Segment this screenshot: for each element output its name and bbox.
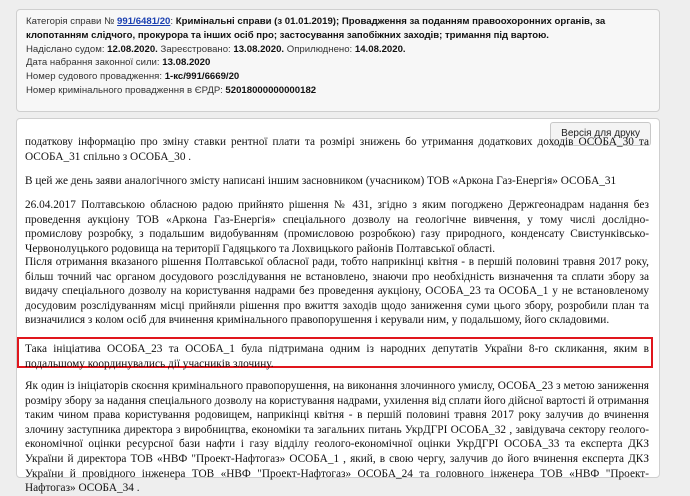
proceeding-number-row: Номер судового провадження: 1-кс/991/6669/20 bbox=[26, 71, 240, 83]
sent-date: 12.08.2020. bbox=[107, 43, 158, 55]
highlighted-paragraph: Така ініціатива ОСОБА_23 та ОСОБА_1 була підтримана одним із народних депутатів України 8-го скликання, яким в подальшому координувались дії учасників злочину. bbox=[25, 343, 649, 370]
paragraph-cut: податкову інформацію про зміну ставки рентної плати та розмірі знижень бо утримання додаткових доходів ОСОБА_30 та ОСОБА_31 спільно з ОСОБА_30 . bbox=[25, 136, 649, 163]
category-value: Кримінальні справи (з 01.01.2019); Провадження за поданням правоохоронних органів, за клопотанням слідчого, прокурора та інших осіб про; застосування запобіжних заходів; тримання під вартою. bbox=[26, 16, 606, 41]
case-metadata-panel bbox=[16, 9, 660, 112]
paragraph: Після отримання вказаного рішення Полтавської обласної ради, тобто наприкінці квітня - в першій половині травня 2017 року, більш точний час органом досудового розслідування не встановлено, знаючи про необхідність визначення та сплати збору за видачу спеціального дозволу на користування надрами без проведення аукціону, ОСОБА_23 та ОСОБА_1 у не встановленому досудовим розслідуванням місці прийняли рішення про вжиття заходів щодо заниження суми цього збору, розробили план та визначилися з колом осіб для вчинення кримінального правопорушення і керували ним, у подальшому, його складовими. bbox=[25, 256, 649, 327]
paragraph: 26.04.2017 Полтавською обласною радою прийнято рішення № 431, згідно з яким погоджено Держгеонадрам надання без проведення аукціону ТОВ «Аркона Газ-Енергія» спеціального дозволу на геологічне вивчення, у тому числі дослідно-промислову розробку, з подальшим видобуванням (промисловою розробкою) газу природного, конденсату Свистунківсько-Червонолуцького родовища на території Гадяцького та Лохвицького районів Полтавської області. bbox=[25, 199, 649, 255]
proceeding-number: 1-кс/991/6669/20 bbox=[164, 71, 240, 83]
erdr-number: 52018000000000182 bbox=[225, 84, 317, 96]
paragraph: В цей же день заяви аналогічного змісту написані іншим засновником (учасником) ТОВ «Аркона Газ-Енергія» ОСОБА_31 bbox=[25, 175, 617, 187]
category-label: Категорія справи № bbox=[26, 16, 115, 27]
effective-date: 13.08.2020 bbox=[162, 57, 211, 69]
dates-row: Надіслано судом: 12.08.2020. Зареєстровано: 13.08.2020. Оприлюднено: 14.08.2020. bbox=[26, 43, 406, 55]
paragraph: Як один із ініціаторів скоєння кримінального правопорушення, на виконання злочинного умислу, ОСОБА_23 з метою заниження розміру збору за надання спеціального дозволу на користування надрами, ухилення від сплати його дійсної вартості й отримання таким чином права користування родовищем, наприкінці квітня - в першій половині травня 2017 року залучив до вчинення злочину заступника директора з виробництва, економіки та загальних питань УкрДГРІ ОСОБА_32 , завідувача сектору геолого-економічної оцінки ресурсної бази нафти і газу відділу геолого-економічної оцінки УкрДГРІ ОСОБА_33 та експерта ДКЗ України й директора ТОВ «НВФ "Проект-Нафтогаз» ОСОБА_1 , який, в свою чергу, залучив до його вчинення експерта ДКЗ України й провідного інженера ТОВ «НВФ "Проект-Нафтогаз» ОСОБА_24 та головного інженера ТОВ «НВФ "Проект-Нафтогаз» ОСОБА_34 . bbox=[25, 380, 649, 495]
case-number-link[interactable]: 991/6481/20 bbox=[117, 16, 171, 27]
effective-date-row: Дата набрання законної сили: 13.08.2020 bbox=[26, 57, 211, 69]
published-date: 14.08.2020. bbox=[354, 43, 406, 55]
registered-date: 13.08.2020. bbox=[233, 43, 285, 55]
case-category-row: Категорія справи № 991/6481/20: Кримінальні справи (з 01.01.2019); Провадження за поданням правоохоронних органів, за клопотанням слідчого, прокурора та інших осіб про; застосування запобіжних заходів; тримання під вартою. bbox=[26, 16, 606, 41]
document-panel bbox=[16, 118, 660, 495]
print-version-button[interactable]: Версія для друку bbox=[550, 122, 651, 146]
erdr-number-row: Номер кримінального провадження в ЄРДР: 52018000000000182 bbox=[26, 84, 317, 96]
